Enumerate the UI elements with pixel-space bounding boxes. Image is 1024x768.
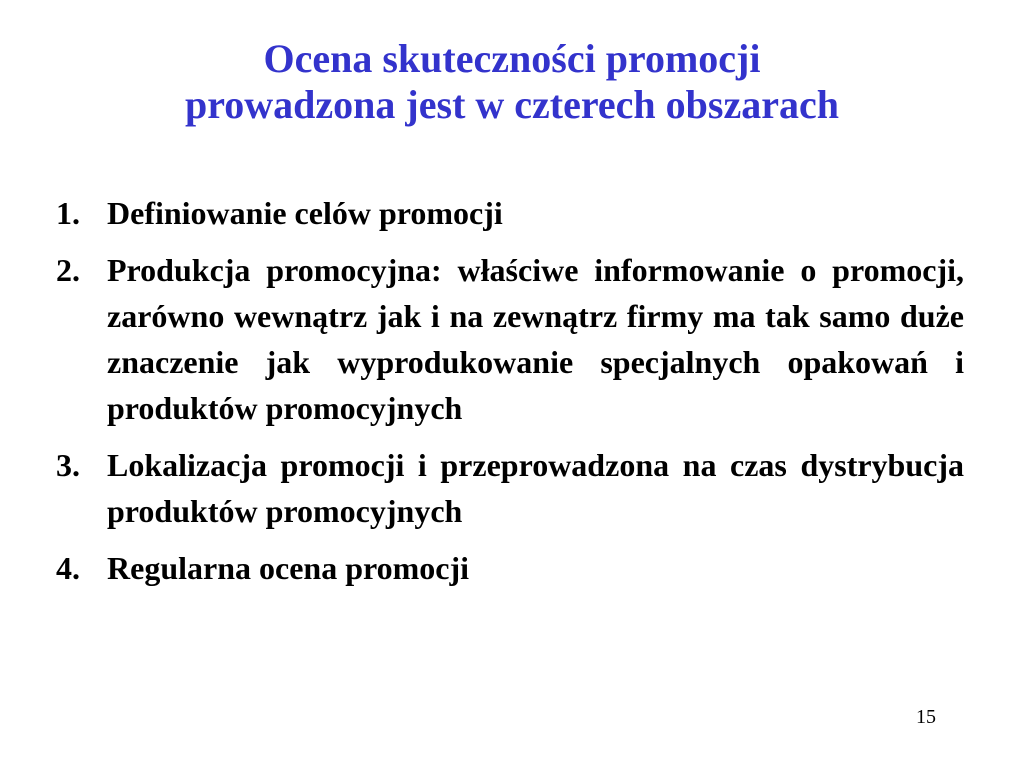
list-item-number: 1. [56,195,80,231]
list-item-text: Regularna ocena promocji [107,550,470,586]
list-item-text: Lokalizacja promocji i przeprowadzona na czas dystrybucja produktów promocyjnych [107,447,964,529]
slide-title-line-1: Ocena skuteczności promocji [263,36,761,81]
list-item-2 [56,247,964,431]
slide-title-line-2: prowadzona jest w czterech obszarach [185,82,839,127]
list-item-text: Definiowanie celów promocji [107,195,503,231]
list-item-text: Produkcja promocyjna: właściwe informowanie o promocji, zarówno wewnątrz jak i na zewnątrz firmy ma tak samo duże znaczenie jak wyprodukowanie specjalnych opakowań i produktów promocyjnych [107,252,964,426]
page-number: 15 [916,706,936,728]
list-item-number: 3. [56,447,80,483]
list-item-3 [56,442,964,534]
list-item-4 [56,545,964,591]
list-item-number: 4. [56,550,80,586]
numbered-list [56,190,964,602]
list-item-1 [56,190,964,236]
list-item-number: 2. [56,252,80,288]
slide-title [0,36,1024,128]
